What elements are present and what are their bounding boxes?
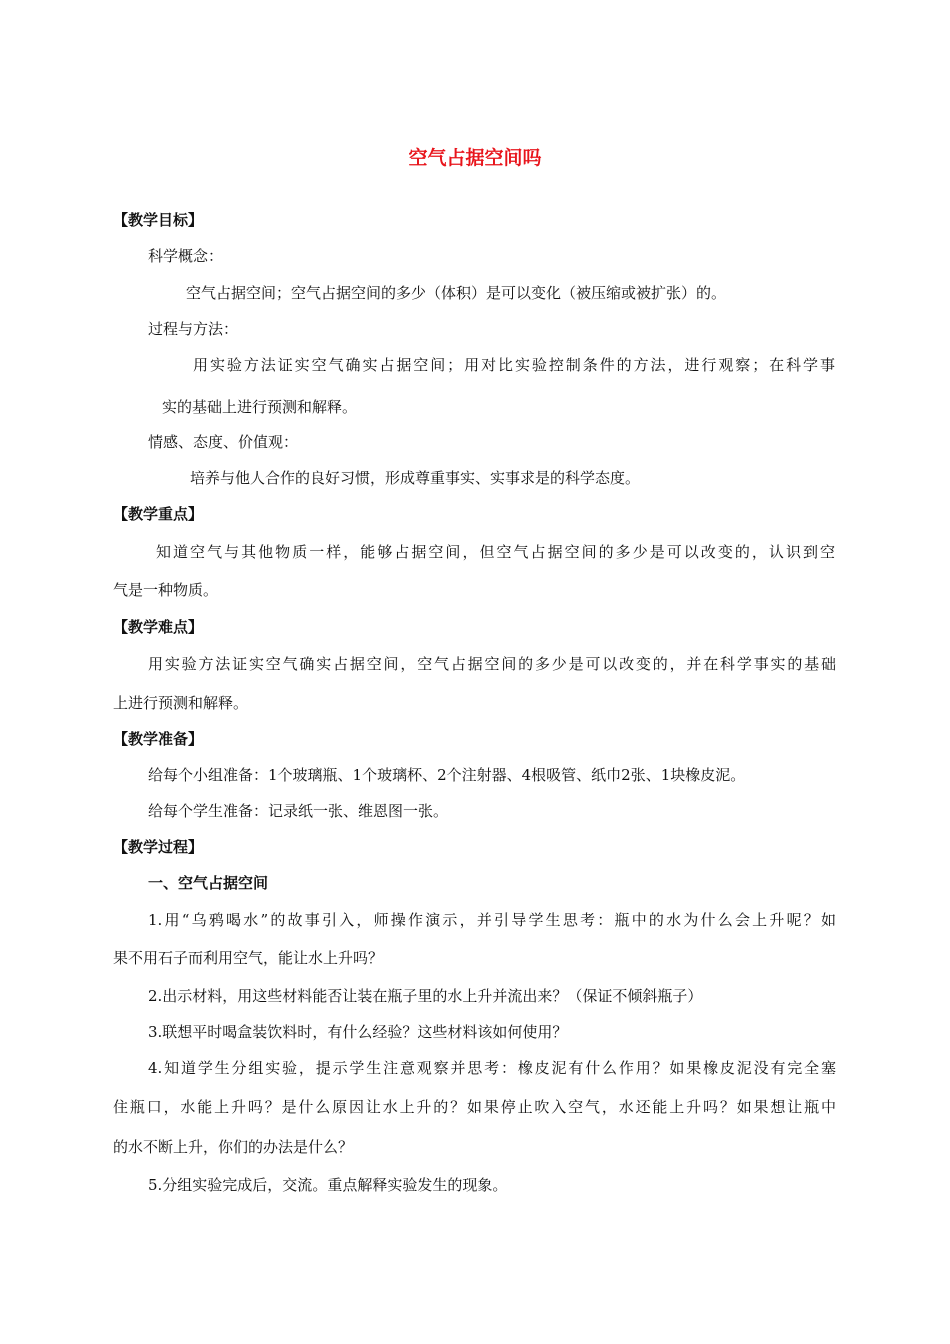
step5: 5.分组实验完成后，交流。重点解释实验发生的现象。 (148, 1176, 508, 1194)
concept-text: 空气占据空间；空气占据空间的多少（体积）是可以变化（被压缩或被扩张）的。 (186, 284, 727, 302)
step1-line1: 1.用“乌鸦喝水”的故事引入，师操作演示，并引导学生思考：瓶中的水为什么会上升呢？如 (148, 911, 836, 929)
difficulties-line1: 用实验方法证实空气确实占据空间，空气占据空间的多少是可以改变的，并在科学事实的基础 (148, 655, 836, 673)
step3: 3.联想平时喝盒装饮料时，有什么经验？这些材料该如何使用？ (148, 1023, 568, 1041)
document-title: 空气占据空间吗 (408, 147, 542, 169)
step1-line2: 果不用石子而利用空气，能让水上升吗？ (113, 949, 384, 967)
preparation-heading: 【教学准备】 (113, 730, 204, 748)
objectives-heading: 【教学目标】 (113, 211, 204, 229)
process-text-line1: 用实验方法证实空气确实占据空间；用对比实验控制条件的方法，进行观察；在科学事 (193, 356, 835, 374)
step4-line1: 4.知道学生分组实验，提示学生注意观察并思考：橡皮泥有什么作用？如果橡皮泥没有完全塞 (148, 1059, 836, 1077)
key-points-heading: 【教学重点】 (113, 505, 204, 523)
preparation-student-items: 给每个学生准备：记录纸一张、维恩图一张。 (148, 802, 449, 820)
attitude-text: 培养与他人合作的良好习惯，形成尊重事实、实事求是的科学态度。 (190, 469, 641, 487)
attitude-label: 情感、态度、价值观： (148, 433, 299, 451)
step4-line3: 的水不断上升，你们的办法是什么？ (113, 1138, 354, 1156)
step2: 2.出示材料，用这些材料能否让装在瓶子里的水上升并流出来？（保证不倾斜瓶子） (148, 987, 703, 1005)
key-points-line1: 知道空气与其他物质一样，能够占据空间，但空气占据空间的多少是可以改变的，认识到空 (156, 543, 835, 561)
process-label: 过程与方法： (148, 320, 239, 338)
process-text-line2: 实的基础上进行预测和解释。 (162, 398, 358, 416)
step4-line2: 住瓶口，水能上升吗？是什么原因让水上升的？如果停止吹入空气，水还能上升吗？如果想让瓶中 (113, 1098, 836, 1116)
process-heading: 【教学过程】 (113, 838, 204, 856)
section1-title: 一、空气占据空间 (148, 874, 269, 892)
difficulties-heading: 【教学难点】 (113, 618, 204, 636)
key-points-line2: 气是一种物质。 (113, 581, 219, 599)
preparation-group-items: 给每个小组准备：1个玻璃瓶、1个玻璃杯、2个注射器、4根吸管、纸巾2张、1块橡皮泥。 (148, 766, 746, 784)
difficulties-line2: 上进行预测和解释。 (113, 694, 249, 712)
concept-label: 科学概念： (148, 247, 224, 265)
